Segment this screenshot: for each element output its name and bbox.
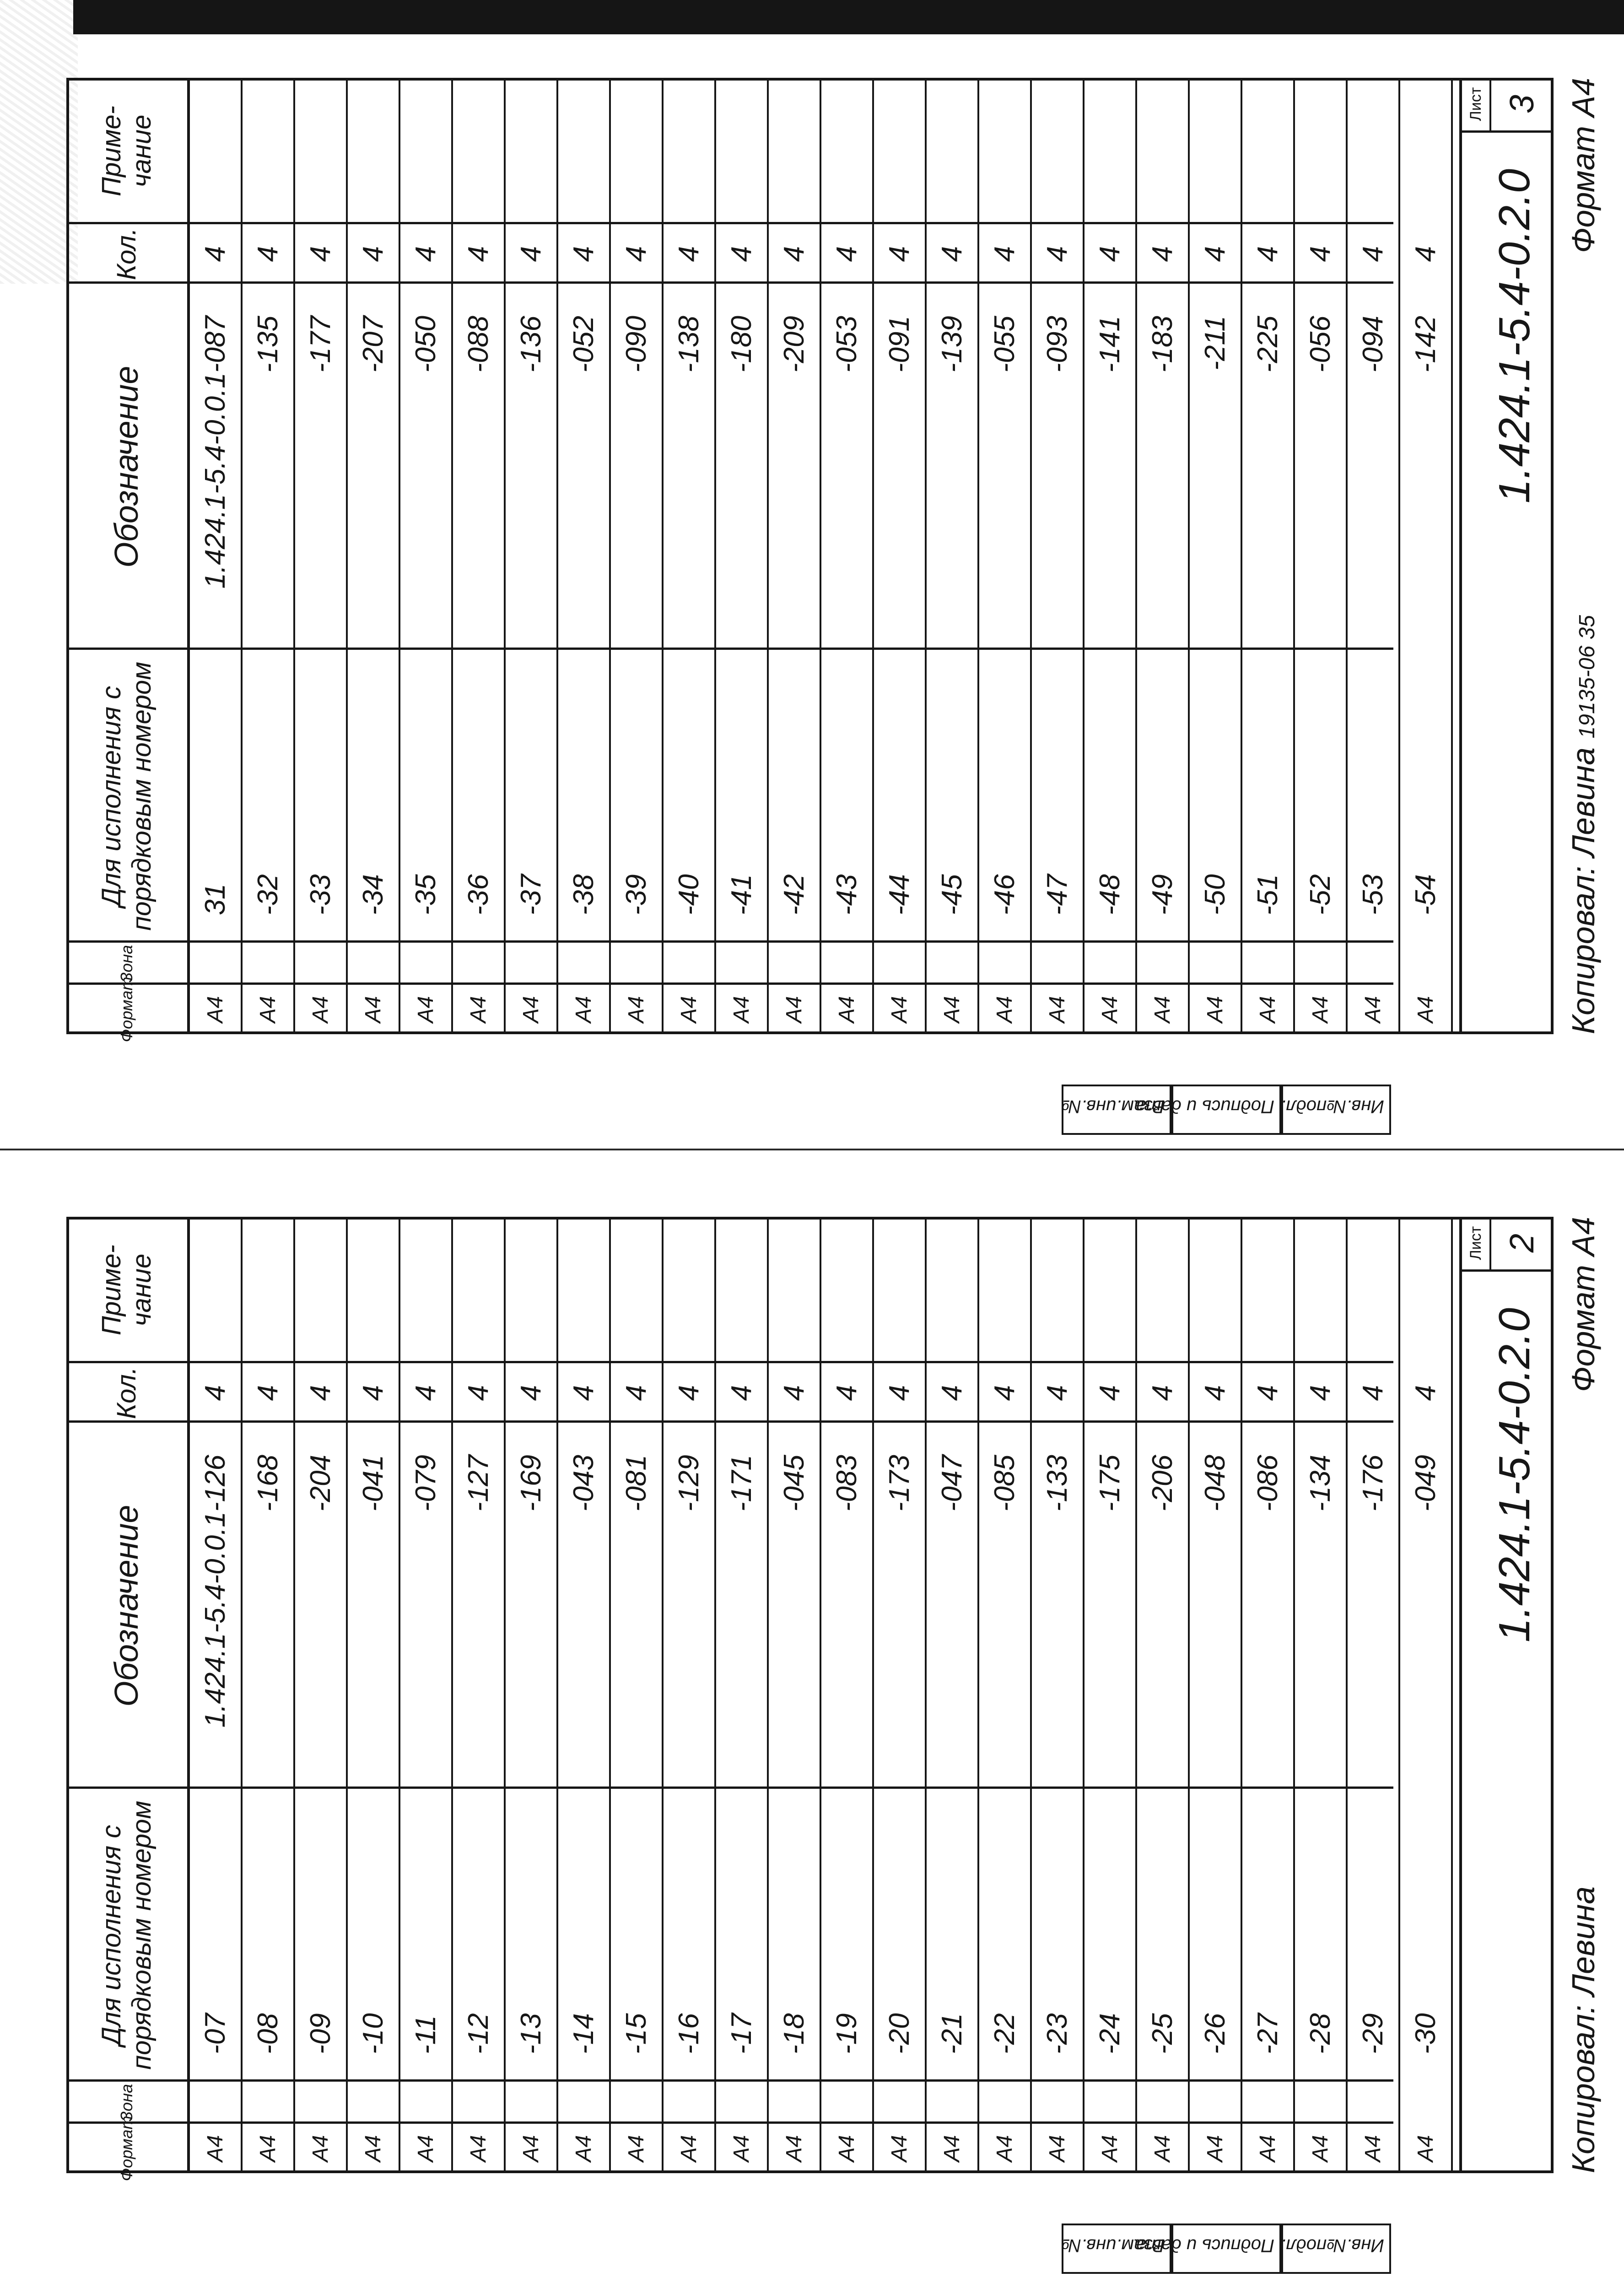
cell-format: А4	[729, 996, 754, 1023]
cell-format: А4	[1414, 2135, 1438, 2162]
cell-quantity: 4	[252, 1385, 284, 1401]
cell-execution: -17	[726, 2013, 757, 2054]
cell-format: А4	[1045, 996, 1069, 1023]
cell-execution: -40	[673, 874, 705, 915]
strip-sign-date-label: Подпись и дата	[1136, 1096, 1274, 1117]
cell-format: А4	[308, 2135, 333, 2162]
strip-inv-label: Инв.№подл.	[1281, 1096, 1384, 1117]
table-row	[821, 78, 874, 1034]
cell-quantity: 4	[357, 1385, 389, 1401]
cell-quantity: 4	[515, 1385, 547, 1401]
cell-format: А4	[835, 2135, 859, 2162]
table-row	[1348, 78, 1400, 1034]
cell-designation: -053	[831, 316, 863, 373]
cell-designation: -085	[989, 1455, 1020, 1512]
table-row	[611, 1217, 664, 2173]
table-row	[716, 1217, 769, 2173]
footer	[1565, 1217, 1615, 2173]
table-row	[506, 78, 558, 1034]
cell-designation: -169	[515, 1455, 547, 1512]
table-row	[1190, 1217, 1242, 2173]
header-execution: Для исполнения с порядковым номером	[97, 662, 156, 931]
cell-designation: -127	[463, 1455, 494, 1512]
sheet-bottom-rotated	[0, 1148, 1624, 2283]
cell-designation: -091	[884, 316, 915, 373]
cell-format: А4	[572, 2135, 596, 2162]
table-row	[1084, 1217, 1137, 2173]
table-row	[190, 78, 243, 1034]
cell-format: А4	[1308, 996, 1333, 1023]
cell-execution: -18	[778, 2013, 810, 2054]
cell-quantity: 4	[410, 246, 442, 262]
cell-quantity: 4	[305, 246, 336, 262]
cell-designation: -138	[673, 316, 705, 373]
cell-designation: -056	[1305, 316, 1336, 373]
cell-designation: -052	[568, 316, 599, 373]
cell-designation: -050	[410, 316, 442, 373]
table-row	[453, 78, 506, 1034]
cell-execution: -39	[620, 874, 652, 915]
cell-execution: -22	[989, 2013, 1020, 2054]
cell-quantity: 4	[1357, 1385, 1389, 1401]
cell-quantity: 4	[989, 1385, 1020, 1401]
cell-execution: -14	[568, 2013, 599, 2054]
document-code: 1.424.1-5.4-0.2.0	[1490, 1307, 1539, 1642]
sheet-number: 2	[1502, 1233, 1541, 1253]
table-row	[1400, 1217, 1453, 2173]
cell-format: А4	[308, 996, 333, 1023]
cell-quantity: 4	[1252, 1385, 1284, 1401]
table-row	[664, 78, 716, 1034]
table-row	[979, 78, 1032, 1034]
cell-designation: 1.424.1-5.4-0.0.1-126	[200, 1455, 231, 1728]
cell-execution: -46	[989, 874, 1020, 915]
header-designation: Обозначение	[108, 366, 145, 568]
cell-designation: -088	[463, 316, 494, 373]
cell-format: А4	[1308, 2135, 1333, 2162]
cell-designation: -135	[252, 316, 284, 373]
cell-quantity: 4	[1041, 246, 1073, 262]
cell-quantity: 4	[778, 246, 810, 262]
table-row	[1137, 1217, 1190, 2173]
cell-quantity: 4	[1357, 246, 1389, 262]
cell-designation: -177	[305, 316, 336, 373]
header-note: Приме- чание	[97, 1245, 156, 1335]
cell-execution: -52	[1305, 874, 1336, 915]
cell-designation: -129	[673, 1455, 705, 1512]
cell-quantity: 4	[200, 1385, 231, 1401]
copied-by-text: Копировал: Левина	[1565, 747, 1601, 1034]
cell-format: А4	[1150, 2135, 1175, 2162]
cell-quantity: 4	[884, 246, 915, 262]
cell-designation: -083	[831, 1455, 863, 1512]
cell-execution: -43	[831, 874, 863, 915]
sheet-bottom	[0, 1148, 1624, 2283]
strip-inv-label: Инв.№подл.	[1281, 2235, 1384, 2256]
header-note: Приме- чание	[97, 106, 156, 196]
strip-vzam-label: Взам.инв.№	[1061, 1096, 1165, 1117]
cell-execution: -09	[305, 2013, 336, 2054]
cell-execution: -26	[1199, 2013, 1231, 2054]
cell-designation: -048	[1199, 1455, 1231, 1512]
cell-designation: -086	[1252, 1455, 1284, 1512]
cell-designation: -211	[1199, 316, 1231, 371]
cell-designation: 1.424.1-5.4-0.0.1-087	[200, 316, 231, 589]
cell-format: А4	[993, 2135, 1017, 2162]
cell-designation: -055	[989, 316, 1020, 373]
table-row	[1084, 78, 1137, 1034]
table-row	[769, 1217, 821, 2173]
cell-quantity: 4	[305, 1385, 336, 1401]
cell-execution: -47	[1041, 874, 1073, 915]
table-row	[1190, 78, 1242, 1034]
cell-designation: -134	[1305, 1455, 1336, 1512]
cell-designation: -045	[778, 1455, 810, 1512]
cell-execution: -36	[463, 874, 494, 915]
strip-vzam-label: Взам.инв.№	[1061, 2235, 1165, 2256]
cell-format: А4	[835, 996, 859, 1023]
table-row	[1032, 1217, 1084, 2173]
cell-execution: -28	[1305, 2013, 1336, 2054]
cell-designation: -136	[515, 316, 547, 373]
cell-designation: -168	[252, 1455, 284, 1512]
cell-execution: -35	[410, 874, 442, 915]
cell-execution: -25	[1147, 2013, 1178, 2054]
cell-quantity: 4	[726, 246, 757, 262]
cell-designation: -090	[620, 316, 652, 373]
sheet-number-box	[1462, 1217, 1554, 1272]
cell-format: А4	[940, 996, 964, 1023]
table-row	[611, 78, 664, 1034]
cell-designation: -133	[1041, 1455, 1073, 1512]
cell-execution: -30	[1410, 2013, 1441, 2054]
cell-format: А4	[203, 996, 227, 1023]
cell-designation: -209	[778, 316, 810, 373]
header-designation: Обозначение	[108, 1505, 145, 1707]
cell-quantity: 4	[463, 246, 494, 262]
cell-quantity: 4	[884, 1385, 915, 1401]
cell-quantity: 4	[410, 1385, 442, 1401]
cell-quantity: 4	[673, 246, 705, 262]
cell-format: А4	[256, 2135, 280, 2162]
cell-quantity: 4	[1094, 1385, 1126, 1401]
cell-format: А4	[887, 996, 912, 1023]
sheet-top	[0, 9, 1624, 1144]
cell-execution: -33	[305, 874, 336, 915]
cell-execution: -29	[1357, 2013, 1389, 2054]
cell-quantity: 4	[463, 1385, 494, 1401]
cell-format: А4	[993, 996, 1017, 1023]
table-row	[506, 1217, 558, 2173]
cell-execution: -38	[568, 874, 599, 915]
cell-format: А4	[361, 2135, 385, 2162]
cell-format: А4	[519, 996, 543, 1023]
table-row	[348, 78, 400, 1034]
cell-execution: -19	[831, 2013, 863, 2054]
table-row	[400, 1217, 453, 2173]
cell-designation: -079	[410, 1455, 442, 1512]
cell-quantity: 4	[252, 246, 284, 262]
cell-quantity: 4	[936, 1385, 968, 1401]
sheet-number-box	[1462, 78, 1554, 133]
cell-format: А4	[414, 2135, 438, 2162]
cell-execution: -44	[884, 874, 915, 915]
cell-designation: -141	[1094, 316, 1126, 373]
cell-quantity: 4	[1199, 246, 1231, 262]
cell-format: А4	[1414, 996, 1438, 1023]
side-approval-strip	[1062, 2173, 1391, 2274]
cell-quantity: 4	[200, 246, 231, 262]
cell-execution: -53	[1357, 874, 1389, 915]
cell-execution: -54	[1410, 874, 1441, 915]
cell-quantity: 4	[1305, 246, 1336, 262]
cell-quantity: 4	[1147, 1385, 1178, 1401]
strip-sign-date-label: Подпись и дата	[1136, 2235, 1274, 2256]
cell-designation: -183	[1147, 316, 1178, 373]
cell-quantity: 4	[357, 246, 389, 262]
header-quantity: Кол.	[112, 228, 141, 280]
table-row	[874, 1217, 927, 2173]
cell-format: А4	[887, 2135, 912, 2162]
cell-quantity: 4	[1252, 246, 1284, 262]
table-row	[243, 1217, 295, 2173]
cell-execution: -20	[884, 2013, 915, 2054]
cell-format: А4	[1098, 2135, 1122, 2162]
cell-format: А4	[466, 996, 491, 1023]
cell-format: А4	[1256, 996, 1280, 1023]
cell-format: А4	[466, 2135, 491, 2162]
table-row	[716, 78, 769, 1034]
cell-quantity: 4	[726, 1385, 757, 1401]
cell-quantity: 4	[515, 246, 547, 262]
cell-execution: -37	[515, 874, 547, 915]
cell-quantity: 4	[1147, 246, 1178, 262]
cell-designation: -047	[936, 1455, 968, 1512]
cell-execution: -41	[726, 874, 757, 915]
cell-designation: -176	[1357, 1455, 1389, 1512]
cell-format: А4	[782, 2135, 806, 2162]
cell-execution: 31	[200, 884, 231, 915]
cell-designation: -204	[305, 1455, 336, 1512]
cell-format: А4	[519, 2135, 543, 2162]
cell-format: А4	[572, 996, 596, 1023]
header-format: Формат	[117, 2116, 136, 2181]
table-row	[558, 78, 611, 1034]
cell-designation: -173	[884, 1455, 915, 1512]
table-row	[295, 1217, 348, 2173]
header-quantity: Кол.	[112, 1367, 141, 1419]
cell-format: А4	[1256, 2135, 1280, 2162]
cell-execution: -07	[200, 2013, 231, 2054]
cell-execution: -08	[252, 2013, 284, 2054]
cell-execution: -23	[1041, 2013, 1073, 2054]
format-label: Формат А4	[1565, 1217, 1601, 1392]
cell-quantity: 4	[989, 246, 1020, 262]
table-row	[927, 1217, 979, 2173]
table-row	[1295, 1217, 1348, 2173]
table-row	[927, 78, 979, 1034]
cell-designation: -175	[1094, 1455, 1126, 1512]
format-label: Формат А4	[1565, 78, 1601, 254]
table-row	[243, 78, 295, 1034]
cell-execution: -42	[778, 874, 810, 915]
cell-designation: -225	[1252, 316, 1284, 373]
cell-format: А4	[1361, 996, 1385, 1023]
table-row	[295, 78, 348, 1034]
cell-quantity: 4	[620, 246, 652, 262]
table-row	[1400, 78, 1453, 1034]
cell-quantity: 4	[1041, 1385, 1073, 1401]
cell-format: А4	[414, 996, 438, 1023]
cell-designation: -180	[726, 316, 757, 373]
cell-execution: -45	[936, 874, 968, 915]
table-row	[821, 1217, 874, 2173]
cell-format: А4	[1361, 2135, 1385, 2162]
order-number: 19135-06 35	[1575, 615, 1599, 739]
cell-execution: -21	[936, 2013, 968, 2054]
cell-quantity: 4	[620, 1385, 652, 1401]
table-row	[1032, 78, 1084, 1034]
table-row	[348, 1217, 400, 2173]
cell-format: А4	[256, 996, 280, 1023]
cell-format: А4	[940, 2135, 964, 2162]
table-row	[1348, 1217, 1400, 2173]
cell-execution: -48	[1094, 874, 1126, 915]
cell-quantity: 4	[778, 1385, 810, 1401]
cell-designation: -207	[357, 316, 389, 373]
sheet-label: Лист	[1462, 1217, 1491, 1269]
cell-quantity: 4	[831, 246, 863, 262]
table-row	[190, 1217, 243, 2173]
cell-execution: -11	[410, 2015, 442, 2054]
cell-execution: -16	[673, 2013, 705, 2054]
cell-quantity: 4	[1410, 246, 1441, 262]
cell-designation: -094	[1357, 316, 1389, 373]
table-row	[453, 1217, 506, 2173]
cell-designation: -142	[1410, 316, 1441, 373]
cell-quantity: 4	[673, 1385, 705, 1401]
cell-quantity: 4	[568, 1385, 599, 1401]
cell-execution: -10	[357, 2013, 389, 2054]
cell-designation: -049	[1410, 1455, 1441, 1512]
cell-execution: -12	[463, 2013, 494, 2054]
table-row	[664, 1217, 716, 2173]
cell-execution: -49	[1147, 874, 1178, 915]
cell-format: А4	[1098, 996, 1122, 1023]
table-row	[979, 1217, 1032, 2173]
copied-by	[1565, 615, 1602, 1034]
cell-quantity: 4	[568, 246, 599, 262]
cell-designation: -139	[936, 316, 968, 373]
table-row	[1295, 78, 1348, 1034]
cell-format: А4	[203, 2135, 227, 2162]
header-zone: Зона	[117, 2084, 136, 2121]
table-row	[400, 78, 453, 1034]
cell-format: А4	[624, 2135, 648, 2162]
cell-quantity: 4	[1199, 1385, 1231, 1401]
sheet-number: 3	[1502, 94, 1541, 114]
table-row	[1242, 1217, 1295, 2173]
cell-designation: -041	[357, 1455, 389, 1512]
footer	[1565, 78, 1615, 1034]
cell-designation: -093	[1041, 316, 1073, 373]
table-row	[1137, 78, 1190, 1034]
cell-designation: -081	[620, 1455, 652, 1512]
table-row	[874, 78, 927, 1034]
cell-format: А4	[624, 996, 648, 1023]
cell-format: А4	[782, 996, 806, 1023]
table-row	[769, 78, 821, 1034]
cell-execution: -27	[1252, 2013, 1284, 2054]
cell-execution: -32	[252, 874, 284, 915]
cell-format: А4	[1150, 996, 1175, 1023]
cell-execution: -34	[357, 874, 389, 915]
cell-execution: -15	[620, 2013, 652, 2054]
cell-quantity: 4	[1094, 246, 1126, 262]
cell-format: А4	[361, 996, 385, 1023]
table-row	[558, 1217, 611, 2173]
cell-format: А4	[677, 2135, 701, 2162]
cell-quantity: 4	[936, 246, 968, 262]
copied-by: Копировал: Левина	[1565, 1886, 1601, 2173]
cell-execution: -51	[1252, 874, 1284, 915]
table-row	[1242, 78, 1295, 1034]
document-code: 1.424.1-5.4-0.2.0	[1490, 168, 1539, 503]
cell-quantity: 4	[1410, 1385, 1441, 1401]
header-execution: Для исполнения с порядковым номером	[97, 1801, 156, 2070]
cell-designation: -043	[568, 1455, 599, 1512]
cell-quantity: 4	[831, 1385, 863, 1401]
table-header	[66, 78, 190, 1042]
header-zone: Зона	[117, 945, 136, 982]
cell-format: А4	[1203, 996, 1227, 1023]
cell-execution: -24	[1094, 2013, 1126, 2054]
header-format: Формат	[117, 977, 136, 1042]
cell-quantity: 4	[1305, 1385, 1336, 1401]
cell-format: А4	[1045, 2135, 1069, 2162]
cell-format: А4	[677, 996, 701, 1023]
cell-designation: -171	[726, 1455, 757, 1512]
cell-execution: -50	[1199, 874, 1231, 915]
cell-format: А4	[729, 2135, 754, 2162]
cell-format: А4	[1203, 2135, 1227, 2162]
sheet-top-rotated	[0, 9, 1624, 1144]
table-header	[66, 1217, 190, 2181]
cell-execution: -13	[515, 2013, 547, 2054]
cell-designation: -206	[1147, 1455, 1178, 1512]
sheet-label: Лист	[1462, 78, 1491, 130]
